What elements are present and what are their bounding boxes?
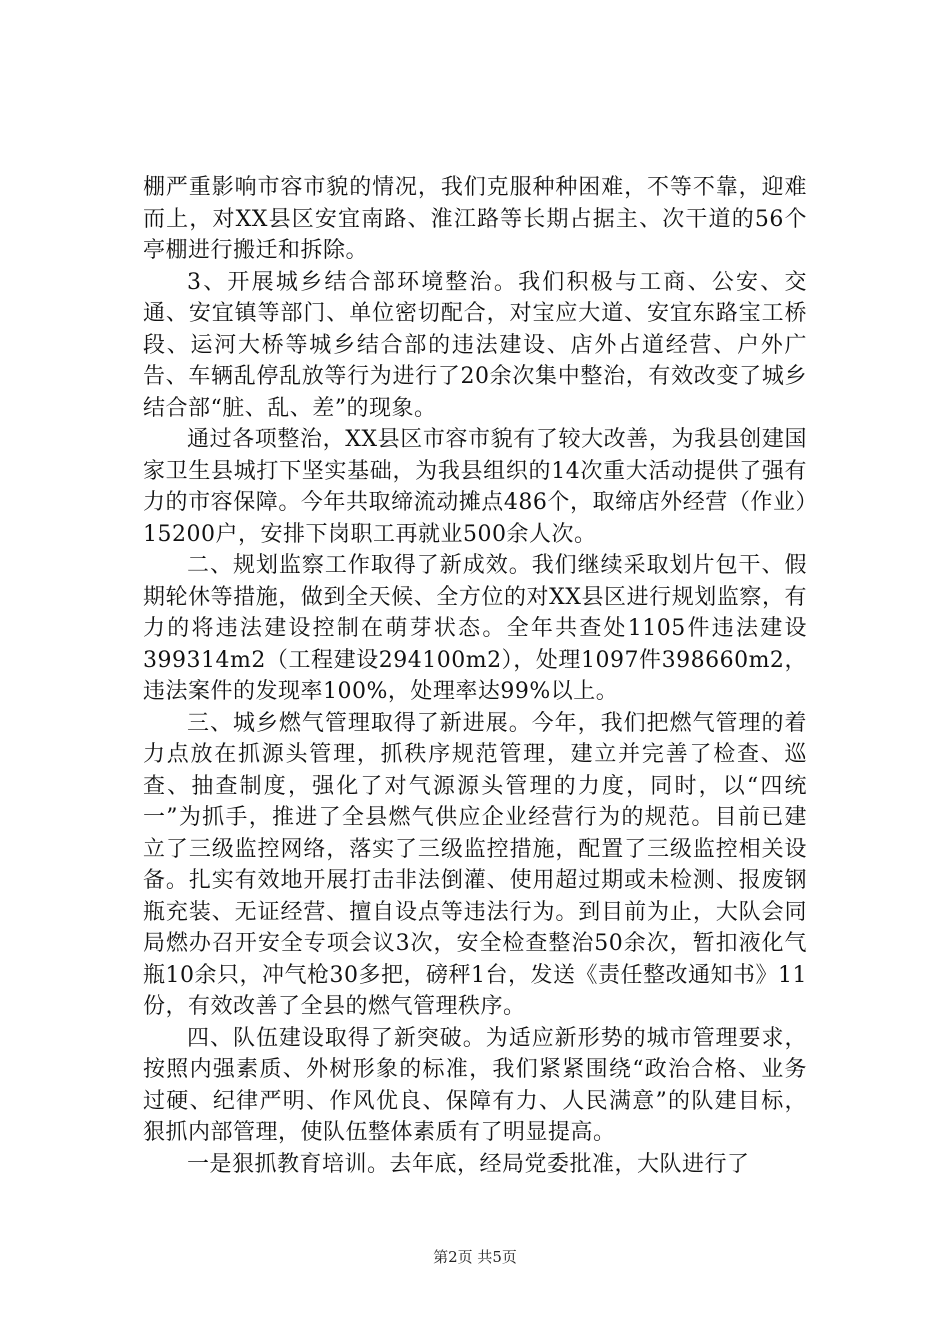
paragraph-team-building: 四、队伍建设取得了新突破。为适应新形势的城市管理要求，按照内强素质、外树形象的标准，我们紧紧围绕“政治合格、业务过硬、纪律严明、作风优良、保障有力、人民满意”的队建目标，狠抓内部管理，使队伍整体素质有了明显提高。 <box>143 1025 807 1145</box>
paragraph-gas-management: 三、城乡燃气管理取得了新进展。今年，我们把燃气管理的着力点放在抓源头管理，抓秩序规范管理，建立并完善了检查、巡查、抽查制度，强化了对气源源头管理的力度，同时，以“四统一”为抓手，推进了全县燃气供应企业经营行为的规范。目前已建立了三级监控网络，落实了三级监控措施，配置了三级监控相关设备。扎实有效地开展打击非法倒灌、使用超过期或未检测、报废钢瓶充装、无证经营、擅自设点等违法行为。到目前为止，大队会同局燃办召开安全专项会议3次，安全检查整治50余次，暂扣液化气瓶10余只，冲气枪30多把，磅秤1台，发送《责任整改通知书》11份，有效改善了全县的燃气管理秩序。 <box>143 710 807 1019</box>
paragraph-rectification-summary: 通过各项整治，XX县区市容市貌有了较大改善，为我县创建国家卫生县城打下坚实基础，为我县组织的14次重大活动提供了强有力的市容保障。今年共取缔流动摊点486个，取缔店外经营（作业）15200户，安排下岗职工再就业500余人次。 <box>143 427 807 547</box>
document-body <box>143 172 807 1180</box>
paragraph-rural-urban-fringe: 3、开展城乡结合部环境整治。我们积极与工商、公安、交通、安宜镇等部门、单位密切配合，对宝应大道、安宜东路宝工桥段、运河大桥等城乡结合部的违法建设、店外占道经营、户外广告、车辆乱停乱放等行为进行了20余次集中整治，有效改变了城乡结合部“脏、乱、差”的现象。 <box>143 269 807 421</box>
paragraph-planning-supervision: 二、规划监察工作取得了新成效。我们继续采取划片包干、假期轮休等措施，做到全天候、全方位的对XX县区进行规划监察，有力的将违法建设控制在萌芽状态。全年共查处1105件违法建设399314m2（工程建设294100m2），处理1097件398660m2，违法案件的发现率100%，处理率达99%以上。 <box>143 553 807 704</box>
paragraph-continued: 棚严重影响市容市貌的情况，我们克服种种困难，不等不靠，迎难而上，对XX县区安宜南路、淮江路等长期占据主、次干道的56个亭棚进行搬迁和拆除。 <box>143 175 807 263</box>
page-number-footer: 第2页 共5页 <box>433 1248 517 1266</box>
paragraph-education-training: 一是狠抓教育培训。去年底，经局党委批准，大队进行了 <box>187 1151 750 1177</box>
